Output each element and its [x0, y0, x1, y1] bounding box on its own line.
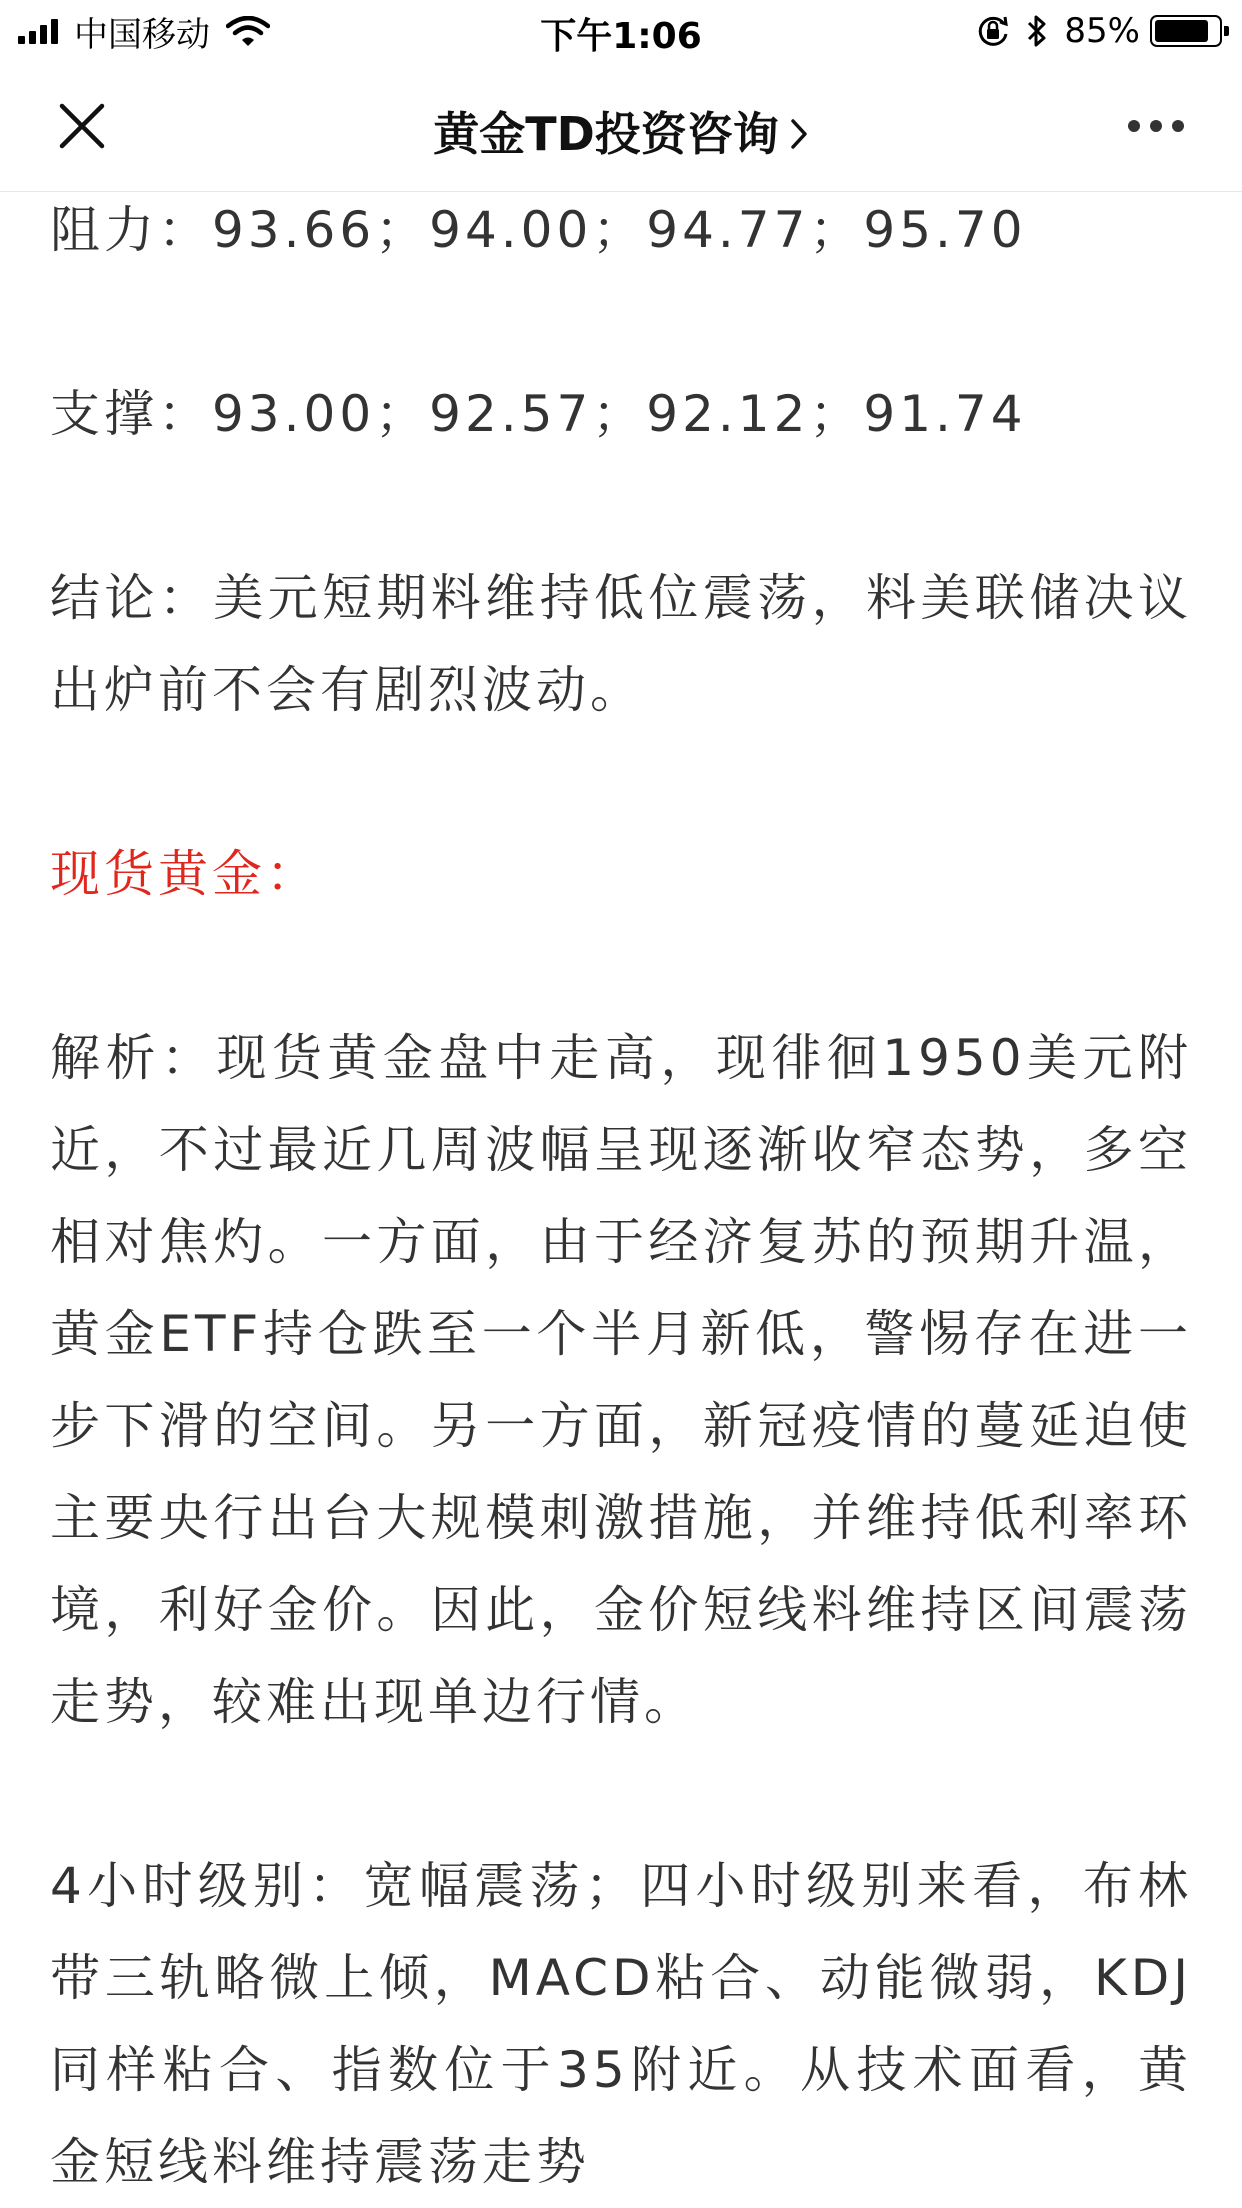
four-hour-analysis: 4小时级别：宽幅震荡；四小时级别来看，布林带三轨略微上倾，MACD粘合、动能微弱，KDJ同样粘合、指数位于35附近。从技术面看，黄金短线料维持震荡走势 — [50, 1857, 1192, 2191]
rotation-lock-icon — [976, 14, 1010, 48]
resistance-levels: 阻力：93.66；94.00；94.77；95.70 — [50, 201, 1027, 259]
more-icon[interactable] — [1126, 114, 1186, 138]
support-levels: 支撑：93.00；92.57；92.12；91.74 — [50, 385, 1027, 443]
gold-analysis: 解析：现货黄金盘中走高，现徘徊1950美元附近，不过最近几周波幅呈现逐渐收窄态势，多空相对焦灼。一方面，由于经济复苏的预期升温，黄金ETF持仓跌至一个半月新低，警惕存在进一步下滑的空间。另一方面，新冠疫情的蔓延迫使主要央行出台大规模刺激措施，并维持低利率环境，利好金价。因此，金价短线料维持区间震荡走势，较难出现单边行情。 — [50, 1029, 1192, 1731]
status-bar — [0, 0, 1242, 62]
dollar-conclusion: 结论：美元短期料维持低位震荡，料美联储决议出炉前不会有剧烈波动。 — [50, 569, 1192, 719]
nav-bar — [0, 62, 1242, 192]
battery-icon — [1150, 15, 1222, 47]
battery-percent: 85% — [1064, 11, 1140, 51]
account-title: 黄金TD投资咨询 — [433, 107, 779, 161]
article-body — [50, 192, 1192, 2208]
bluetooth-icon — [1026, 14, 1048, 48]
section-heading: 现货黄金： — [50, 845, 320, 903]
battery-level — [1155, 20, 1208, 42]
chevron-right-icon — [789, 117, 809, 151]
account-title-link[interactable] — [0, 98, 1242, 164]
carrier-name: 中国移动 — [74, 14, 210, 55]
status-time: 下午1:06 — [540, 16, 702, 57]
status-right — [976, 10, 1222, 52]
